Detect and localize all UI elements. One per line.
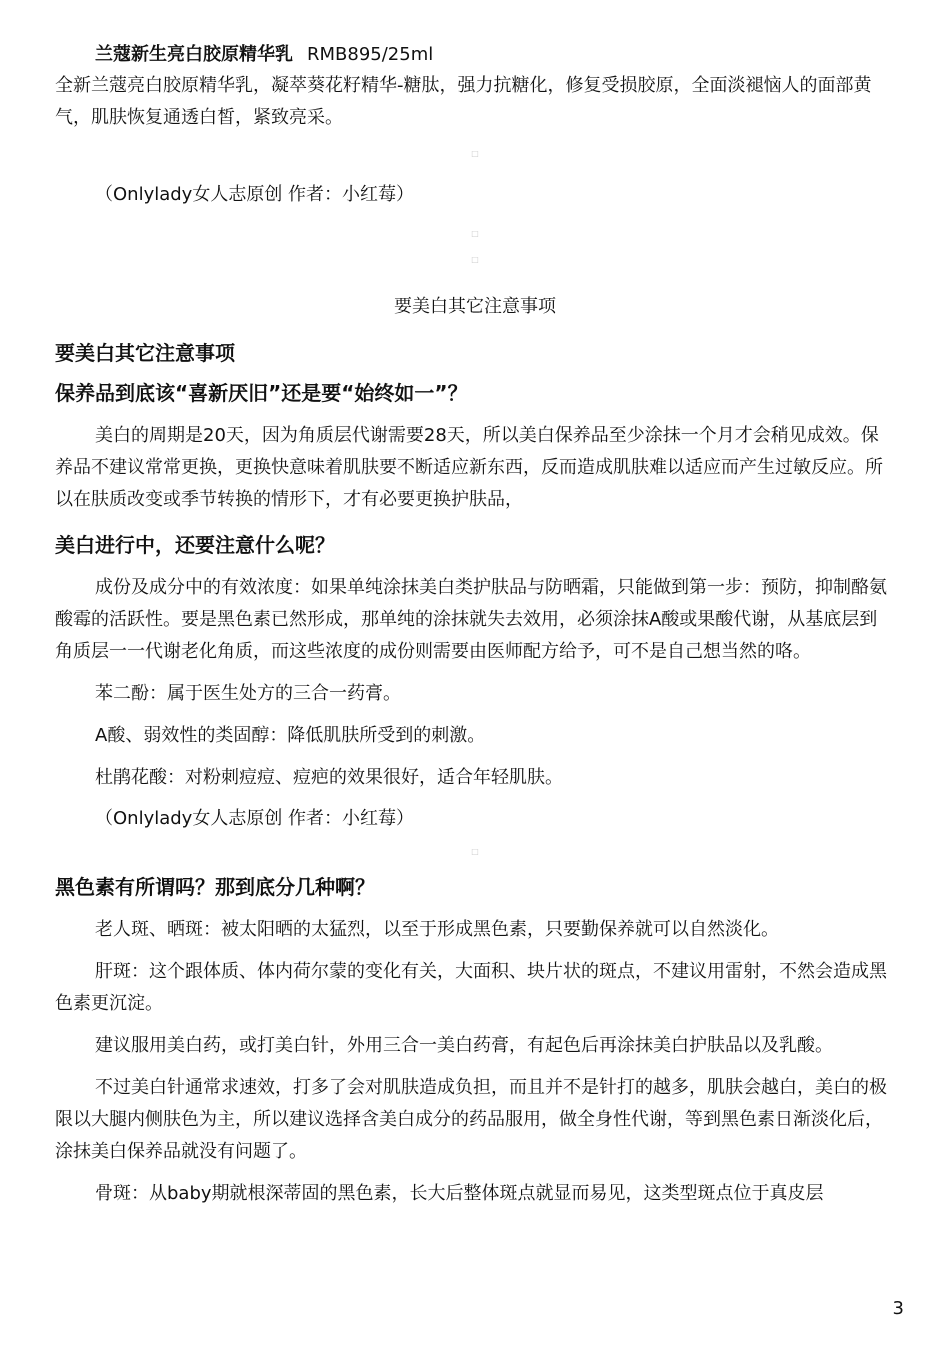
document-page xyxy=(55,40,895,1210)
q1-heading: 保养品到底该“喜新厌旧”还是要“始终如一”？ xyxy=(55,381,468,405)
list-item: 苯二酚：属于医生处方的三合一药膏。 xyxy=(95,683,401,704)
list-item: A酸、弱效性的类固醇：降低肌肤所受到的刺激。 xyxy=(95,725,486,746)
section-title: 要美白其它注意事项 xyxy=(55,341,235,365)
q3-paragraph: 老人斑、晒斑：被太阳晒的太猛烈，以至于形成黑色素，只要勤保养就可以自然淡化。 xyxy=(95,919,779,940)
product-price: RMB895/25ml xyxy=(307,44,434,65)
q1-paragraph: 美白的周期是20天，因为角质层代谢需要28天，所以美白保养品至少涂抹一个月才会稍见成效。保养品不建议常常更换，更换快意味着肌肤要不断适应新东西，反而造成肌肤难以适应而产生过敏反应。所以在肤质改变或季节转换的情形下，才有必要更换护肤品， xyxy=(55,425,883,510)
bullet-dot: □ xyxy=(471,229,479,238)
product-line xyxy=(55,40,895,70)
list-item: 杜鹃花酸：对粉刺痘痘、痘疤的效果很好，适合年轻肌肤。 xyxy=(95,767,563,788)
q3-paragraph: 建议服用美白药，或打美白针，外用三合一美白药膏，有起色后再涂抹美白护肤品以及乳酸。 xyxy=(95,1035,833,1056)
q3-paragraph: 不过美白针通常求速效，打多了会对肌肤造成负担，而且并不是针打的越多，肌肤会越白，美白的极限以大腿内侧肤色为主，所以建议选择含美白成分的药品服用，做全身性代谢，等到黑色素日渐淡化后，涂抹美白保养品就没有问题了。 xyxy=(55,1077,887,1162)
bullet-dot: □ xyxy=(471,149,479,158)
q3-paragraph: 骨斑：从baby期就根深蒂固的黑色素，长大后整体斑点就显而易见，这类型斑点位于真皮层 xyxy=(95,1183,824,1204)
source-credit: （Onlylady女人志原创 作者：小红莓） xyxy=(95,808,415,829)
product-description: 全新兰蔻亮白胶原精华乳，凝萃葵花籽精华-糖肽，强力抗糖化，修复受损胶原，全面淡褪恼人的面部黄气，肌肤恢复通透白皙，紧致亮采。 xyxy=(55,75,872,128)
q2-heading: 美白进行中，还要注意什么呢？ xyxy=(55,533,335,557)
q3-heading: 黑色素有所谓吗？那到底分几种啊？ xyxy=(55,875,375,899)
product-name: 兰蔻新生亮白胶原精华乳 xyxy=(95,44,293,65)
centered-title: 要美白其它注意事项 xyxy=(394,296,556,317)
q2-paragraph: 成份及成分中的有效浓度：如果单纯涂抹美白类护肤品与防晒霜，只能做到第一步：预防，抑制酪氨酸霉的活跃性。要是黑色素已然形成，那单纯的涂抹就失去效用，必须涂抹A酸或果酸代谢，从基底层到角质层一一代谢老化角质，而这些浓度的成份则需要由医师配方给予，可不是自己想当然的咯。 xyxy=(55,577,887,662)
bullet-dot: □ xyxy=(471,255,479,264)
source-credit: （Onlylady女人志原创 作者：小红莓） xyxy=(95,184,415,205)
q3-paragraph: 肝斑：这个跟体质、体内荷尔蒙的变化有关，大面积、块片状的斑点，不建议用雷射，不然会造成黑色素更沉淀。 xyxy=(55,961,887,1014)
bullet-dot: □ xyxy=(471,847,479,856)
page-number: 3 xyxy=(892,1298,904,1319)
